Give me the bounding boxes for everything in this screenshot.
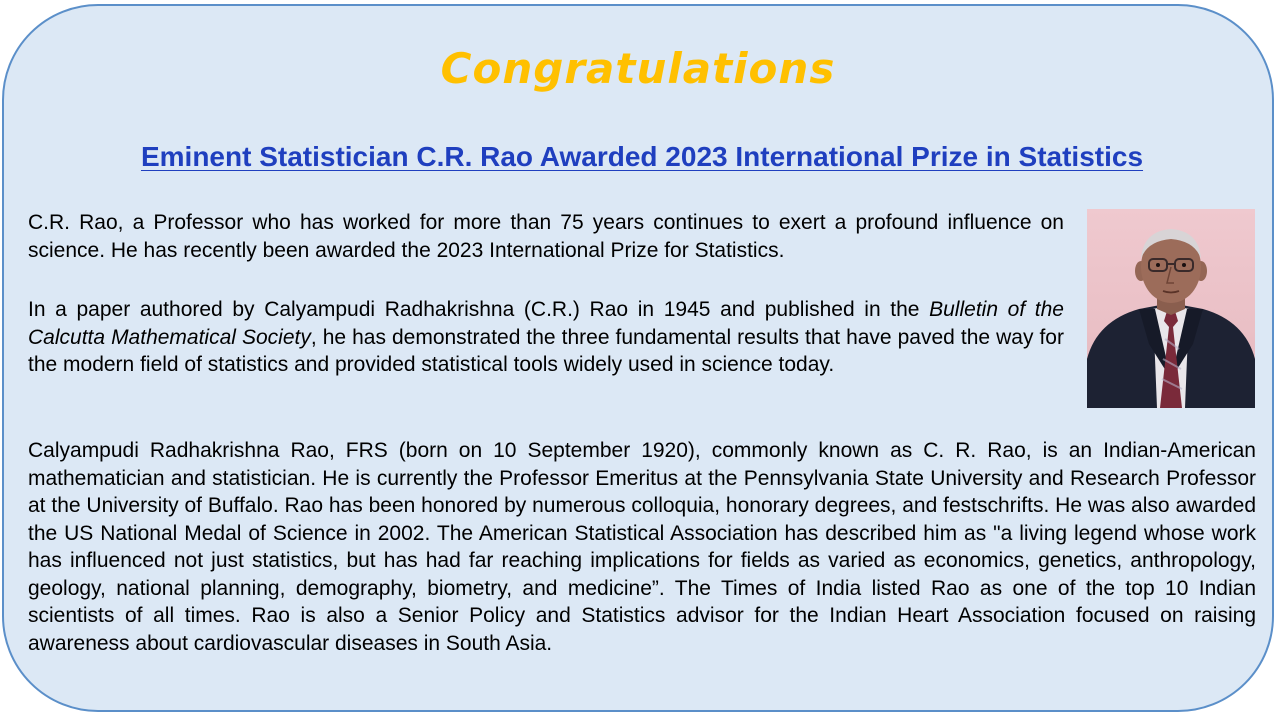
article-title: Eminent Statistician C.R. Rao Awarded 2023 International Prize in Statistics [140, 141, 1144, 172]
headline-congratulations: Congratulations [440, 44, 836, 93]
paragraph-paper [28, 296, 1064, 379]
paragraph-intro: C.R. Rao, a Professor who has worked for more than 75 years continues to exert a profound influence on science. He has recently been awarded the 2023 International Prize for Statistics. [28, 211, 1064, 262]
paragraph-paper-text-end: , he has demonstrated the three fundamental results that have paved the way for the modern field of statistics and provided statistical tools widely used in science today. [28, 325, 1064, 376]
paragraph-paper-text-start: In a paper authored by Calyampudi Radhakrishna (C.R.) Rao in 1945 and published in the [28, 298, 930, 321]
journal-name: Bulletin of the Calcutta Mathematical Society [28, 298, 1064, 349]
portrait-photo-icon [1087, 209, 1255, 408]
paragraph-biography: Calyampudi Radhakrishna Rao, FRS (born on 10 September 1920), commonly known as C. R. Rao, is an Indian-American mathematician and statistician. He is currently the Professor Emeritus at the Pennsylvania State University and Research Professor at the University of Buffalo. Rao has been honored by numerous colloquia, honorary degrees, and festschrifts. He was also awarded the US National Medal of Science in 2002. The American Statistical Association has described him as "a living legend whose work has influenced not just statistics, but has had far reaching implications for fields as varied as economics, genetics, anthropology, geology, national planning, demography, biometry, and medicine”. The Times of India listed Rao as one of the top 10 Indian scientists of all times. Rao is also a Senior Policy and Statistics advisor for the Indian Heart Association focused on raising awareness about cardiovascular diseases in South Asia. [28, 439, 1256, 655]
portrait-photo [1087, 209, 1255, 408]
